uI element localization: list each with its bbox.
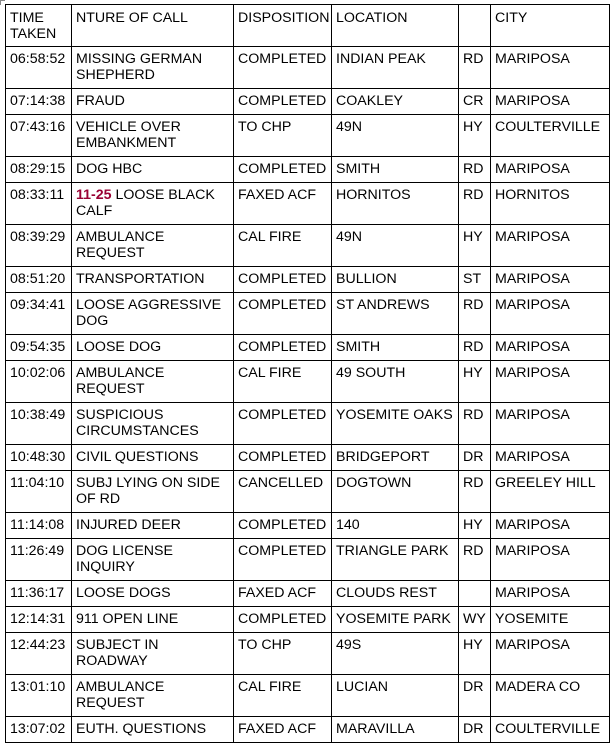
location-cell: 49N: [332, 115, 459, 157]
table-row: [6, 633, 610, 675]
nature-text: 911 OPEN LINE: [76, 611, 179, 627]
suffix-cell: RD: [459, 157, 491, 183]
nature-cell: [72, 361, 234, 403]
disposition-cell: CAL FIRE: [234, 675, 332, 717]
header-disposition: DISPOSITION: [234, 5, 332, 47]
suffix-cell: RD: [459, 293, 491, 335]
call-log-table: [5, 4, 610, 743]
table-row: [6, 293, 610, 335]
time-cell: 11:14:08: [6, 513, 72, 539]
time-cell: 13:01:10: [6, 675, 72, 717]
nature-cell: [72, 539, 234, 581]
time-cell: 10:48:30: [6, 445, 72, 471]
time-cell: 08:51:20: [6, 267, 72, 293]
nature-cell: [72, 157, 234, 183]
disposition-cell: COMPLETED: [234, 89, 332, 115]
time-cell: 08:33:11: [6, 183, 72, 225]
nature-cell: [72, 183, 234, 225]
city-cell: MARIPOSA: [491, 293, 610, 335]
disposition-cell: FAXED ACF: [234, 717, 332, 743]
table-row: [6, 471, 610, 513]
nature-text: CIVIL QUESTIONS: [76, 449, 199, 465]
suffix-cell: ST: [459, 267, 491, 293]
suffix-cell: RD: [459, 539, 491, 581]
nature-cell: [72, 293, 234, 335]
disposition-cell: COMPLETED: [234, 157, 332, 183]
location-cell: COAKLEY: [332, 89, 459, 115]
suffix-cell: HY: [459, 225, 491, 267]
table-row: [6, 335, 610, 361]
nature-cell: [72, 513, 234, 539]
nature-cell: [72, 89, 234, 115]
time-cell: 08:39:29: [6, 225, 72, 267]
header-suffix: [459, 5, 491, 47]
city-cell: MADERA CO: [491, 675, 610, 717]
nature-cell: [72, 225, 234, 267]
nature-cell: [72, 335, 234, 361]
suffix-cell: RD: [459, 183, 491, 225]
disposition-cell: TO CHP: [234, 633, 332, 675]
table-row: [6, 403, 610, 445]
suffix-cell: HY: [459, 361, 491, 403]
location-cell: 140: [332, 513, 459, 539]
nature-text: LOOSE DOGS: [76, 585, 171, 601]
time-cell: 12:44:23: [6, 633, 72, 675]
nature-cell: [72, 267, 234, 293]
nature-cell: [72, 445, 234, 471]
location-cell: LUCIAN: [332, 675, 459, 717]
time-cell: 11:36:17: [6, 581, 72, 607]
disposition-cell: COMPLETED: [234, 47, 332, 89]
location-cell: 49S: [332, 633, 459, 675]
suffix-cell: HY: [459, 633, 491, 675]
nature-text: SUBJ LYING ON SIDE OF RD: [76, 475, 221, 507]
suffix-cell: DR: [459, 717, 491, 743]
nature-text: LOOSE DOG: [76, 339, 162, 355]
disposition-cell: TO CHP: [234, 115, 332, 157]
city-cell: HORNITOS: [491, 183, 610, 225]
city-cell: MARIPOSA: [491, 47, 610, 89]
city-cell: MARIPOSA: [491, 539, 610, 581]
city-cell: COULTERVILLE: [491, 717, 610, 743]
location-cell: CLOUDS REST: [332, 581, 459, 607]
disposition-cell: COMPLETED: [234, 539, 332, 581]
disposition-cell: COMPLETED: [234, 607, 332, 633]
suffix-cell: HY: [459, 513, 491, 539]
city-cell: MARIPOSA: [491, 513, 610, 539]
disposition-cell: FAXED ACF: [234, 183, 332, 225]
table-row: [6, 267, 610, 293]
time-cell: 11:04:10: [6, 471, 72, 513]
city-cell: MARIPOSA: [491, 89, 610, 115]
nature-cell: [72, 675, 234, 717]
suffix-cell: RD: [459, 403, 491, 445]
disposition-cell: CANCELLED: [234, 471, 332, 513]
nature-text: EUTH. QUESTIONS: [76, 721, 207, 737]
location-cell: 49N: [332, 225, 459, 267]
header-time: TIME TAKEN: [6, 5, 72, 47]
table-row: [6, 717, 610, 743]
city-cell: MARIPOSA: [491, 335, 610, 361]
nature-text: INJURED DEER: [76, 517, 181, 533]
location-cell: HORNITOS: [332, 183, 459, 225]
nature-text: FRAUD: [76, 93, 125, 109]
header-nature: NTURE OF CALL: [72, 5, 234, 47]
location-cell: YOSEMITE OAKS: [332, 403, 459, 445]
suffix-cell: DR: [459, 445, 491, 471]
disposition-cell: COMPLETED: [234, 267, 332, 293]
city-cell: MARIPOSA: [491, 361, 610, 403]
time-cell: 09:54:35: [6, 335, 72, 361]
table-row: [6, 445, 610, 471]
table-row: [6, 183, 610, 225]
nature-text: VEHICLE OVER EMBANKMENT: [76, 119, 181, 151]
suffix-cell: [459, 581, 491, 607]
location-cell: SMITH: [332, 157, 459, 183]
disposition-cell: COMPLETED: [234, 445, 332, 471]
city-cell: MARIPOSA: [491, 581, 610, 607]
city-cell: MARIPOSA: [491, 157, 610, 183]
suffix-cell: RD: [459, 335, 491, 361]
suffix-cell: RD: [459, 47, 491, 89]
header-row: [6, 5, 610, 47]
nature-cell: [72, 47, 234, 89]
time-cell: 10:38:49: [6, 403, 72, 445]
city-cell: YOSEMITE: [491, 607, 610, 633]
nature-cell: [72, 115, 234, 157]
nature-cell: [72, 471, 234, 513]
nature-cell: [72, 717, 234, 743]
location-cell: INDIAN PEAK: [332, 47, 459, 89]
suffix-cell: WY: [459, 607, 491, 633]
time-cell: 12:14:31: [6, 607, 72, 633]
location-cell: 49 SOUTH: [332, 361, 459, 403]
table-row: [6, 607, 610, 633]
nature-text: SUSPICIOUS CIRCUMSTANCES: [76, 407, 199, 439]
suffix-cell: CR: [459, 89, 491, 115]
nature-text: AMBULANCE REQUEST: [76, 365, 165, 397]
disposition-cell: FAXED ACF: [234, 581, 332, 607]
disposition-cell: COMPLETED: [234, 403, 332, 445]
nature-text: TRANSPORTATION: [76, 271, 205, 287]
city-cell: COULTERVILLE: [491, 115, 610, 157]
table-row: [6, 225, 610, 267]
table-row: [6, 115, 610, 157]
suffix-cell: HY: [459, 115, 491, 157]
nature-cell: [72, 581, 234, 607]
time-cell: 10:02:06: [6, 361, 72, 403]
nature-cell: [72, 403, 234, 445]
disposition-cell: COMPLETED: [234, 513, 332, 539]
table-row: [6, 361, 610, 403]
nature-text: DOG LICENSE INQUIRY: [76, 543, 173, 575]
city-cell: MARIPOSA: [491, 225, 610, 267]
location-cell: BRIDGEPORT: [332, 445, 459, 471]
location-cell: BULLION: [332, 267, 459, 293]
table-row: [6, 581, 610, 607]
header-location: LOCATION: [332, 5, 459, 47]
suffix-cell: RD: [459, 471, 491, 513]
table-row: [6, 513, 610, 539]
nature-text: LOOSE AGGRESSIVE DOG: [76, 297, 222, 329]
disposition-cell: COMPLETED: [234, 293, 332, 335]
header-city: CITY: [491, 5, 610, 47]
location-cell: ST ANDREWS: [332, 293, 459, 335]
nature-cell: [72, 633, 234, 675]
table-row: [6, 89, 610, 115]
table-row: [6, 47, 610, 89]
time-cell: 13:07:02: [6, 717, 72, 743]
nature-text: MISSING GERMAN SHEPHERD: [76, 51, 203, 83]
time-cell: 08:29:15: [6, 157, 72, 183]
city-cell: MARIPOSA: [491, 445, 610, 471]
table-row: [6, 675, 610, 717]
nature-text: DOG HBC: [76, 161, 143, 177]
time-cell: 09:34:41: [6, 293, 72, 335]
city-cell: MARIPOSA: [491, 403, 610, 445]
city-cell: MARIPOSA: [491, 633, 610, 675]
disposition-cell: CAL FIRE: [234, 225, 332, 267]
nature-text: SUBJECT IN ROADWAY: [76, 637, 159, 669]
location-cell: TRIANGLE PARK: [332, 539, 459, 581]
location-cell: MARAVILLA: [332, 717, 459, 743]
nature-text: AMBULANCE REQUEST: [76, 229, 165, 261]
time-cell: 11:26:49: [6, 539, 72, 581]
table-row: [6, 539, 610, 581]
city-cell: GREELEY HILL: [491, 471, 610, 513]
location-cell: SMITH: [332, 335, 459, 361]
suffix-cell: DR: [459, 675, 491, 717]
nature-cell: [72, 607, 234, 633]
disposition-cell: COMPLETED: [234, 335, 332, 361]
time-cell: 06:58:52: [6, 47, 72, 89]
nature-text: AMBULANCE REQUEST: [76, 679, 165, 711]
location-cell: YOSEMITE PARK: [332, 607, 459, 633]
time-cell: 07:43:16: [6, 115, 72, 157]
location-cell: DOGTOWN: [332, 471, 459, 513]
table-row: [6, 157, 610, 183]
city-cell: MARIPOSA: [491, 267, 610, 293]
call-code: 11-25: [76, 187, 112, 203]
disposition-cell: CAL FIRE: [234, 361, 332, 403]
nature-text: LOOSE BLACK CALF: [76, 187, 215, 219]
time-cell: 07:14:38: [6, 89, 72, 115]
